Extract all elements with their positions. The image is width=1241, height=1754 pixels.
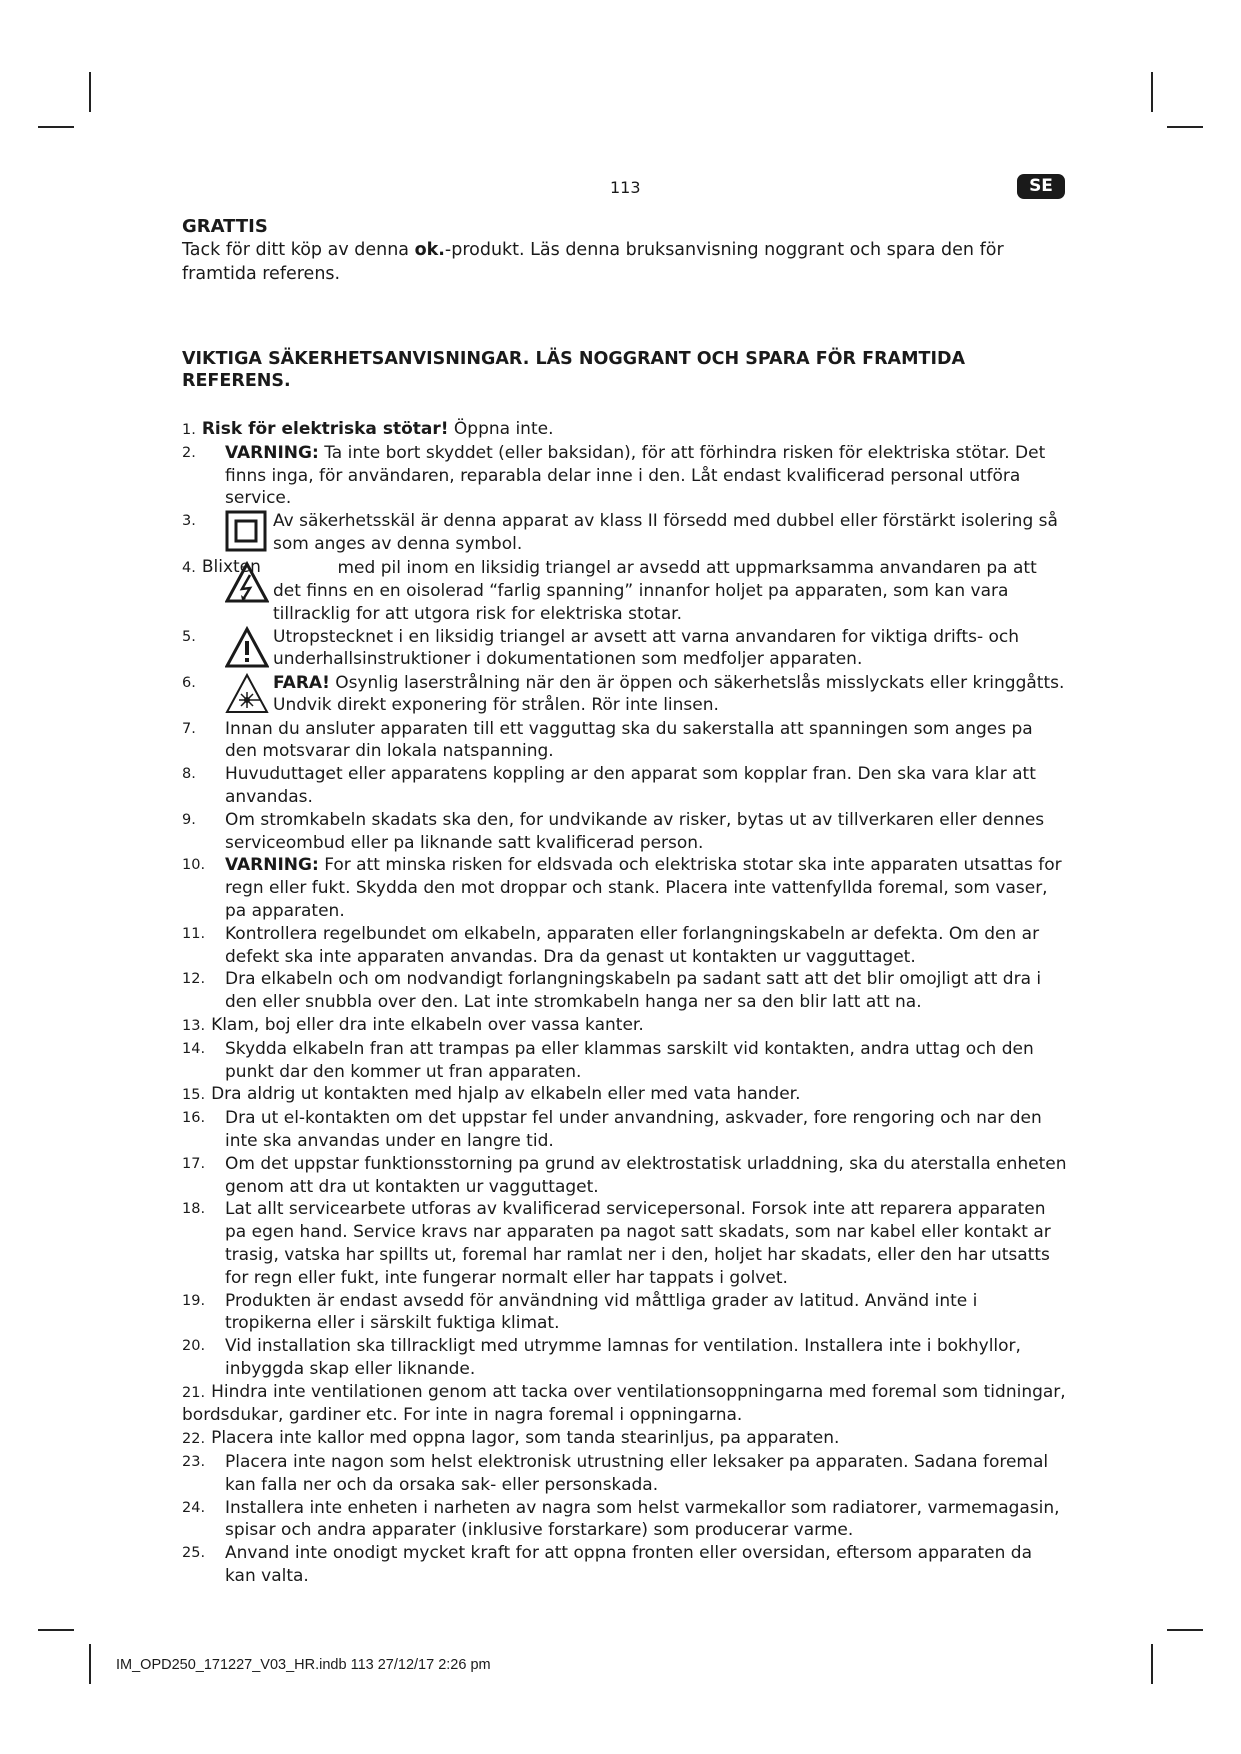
- item-number: 5.: [182, 628, 196, 645]
- item-text: Dra elkabeln och om nodvandigt forlangningskabeln pa sadant satt att det blir omojligt att dra i den eller snubbla over den. Lat inte stromkabeln hanga ner sa den blir latt att na.: [225, 969, 1042, 1013]
- section-title: VIKTIGA SÄKERHETSANVISNINGAR. LÄS NOGGRANT OCH SPARA FÖR FRAMTIDA REFERENS.: [182, 349, 966, 391]
- crop-mark: [38, 1629, 74, 1631]
- exclamation-warning-icon: [225, 626, 269, 670]
- list-item: [182, 1542, 1067, 1588]
- item-text: Klam, boj eller dra inte elkabeln over vassa kanter.: [211, 1014, 644, 1035]
- item-text: Huvuduttaget eller apparatens koppling ar den apparat som kopplar fran. Den ska vara klar att anvandas.: [225, 764, 1036, 807]
- list-item: [182, 442, 1067, 510]
- crop-mark: [1167, 126, 1203, 128]
- item-text: Produkten är endast avsedd för användning vid måttliga grader av latitud. Använd inte i tropikerna eller i särskilt fuktiga klimat.: [225, 1290, 978, 1334]
- safety-list: [182, 418, 1067, 1588]
- item-bold: VARNING:: [225, 855, 319, 876]
- class-ii-insulation-icon: [225, 510, 269, 554]
- item-text: Skydda elkabeln fran att trampas pa eller klammas sarskilt vid kontakten, andra uttag och den punkt dar den kommer ut fran apparaten.: [225, 1038, 1034, 1082]
- page-title: GRATTIS: [182, 216, 268, 237]
- list-item: [182, 1107, 1067, 1153]
- item-text: med pil inom en liksidig triangel ar avsedd att uppmarksamma anvandaren pa att det finns en en oisolerad “farlig spanning” innanfor holjet pa apparaten, som kan vara tillracklig for att utgora risk for elektriska stotar.: [273, 558, 1037, 624]
- list-item: [182, 1290, 1067, 1336]
- item-text: genom att tacka over ventilationsoppningarna med foremal som tidningar, bordsdukar, gardiner etc. For inte in nagra foremal i oppningarna.: [182, 1381, 1066, 1426]
- list-item: [182, 809, 1067, 855]
- item-number: 24.: [182, 1499, 206, 1516]
- document-body: [182, 216, 1067, 1588]
- item-lead: Blixten: [201, 557, 261, 578]
- list-item: [182, 556, 1067, 625]
- list-item: [182, 1014, 1067, 1038]
- item-text: Vid installation ska tillrackligt med utrymme lamnas for ventilation. Installera inte i bokhyllor, inbyggda skap eller liknande.: [225, 1336, 1021, 1379]
- item-text: Placera inte kallor med oppna lagor, som tanda stearinljus, pa apparaten.: [211, 1428, 840, 1449]
- item-number: 8.: [182, 766, 196, 783]
- list-item: [182, 510, 1067, 556]
- list-item: [182, 923, 1067, 969]
- list-item: [182, 1198, 1067, 1289]
- item-text: For att minska risken for eldsvada och elektriska stotar ska inte apparaten utsattas for regn eller fukt. Skydda den mot droppar och stank. Placera inte vattenfyllda foremal, som vaser, pa apparaten.: [225, 855, 1062, 921]
- item-text: Utropstecknet i en liksidig triangel ar avsett att varna anvandaren for viktiga drifts- och underhallsinstruktioner i dokumentationen som medfoljer apparaten.: [273, 626, 1020, 670]
- list-item: [182, 1335, 1067, 1381]
- item-text: Lat allt servicearbete utforas av kvalificerad servicepersonal. Forsok inte att reparera apparaten pa egen hand. Service kravs nar apparaten pa nagot satt skadats, som nar kabel eller kontakt ar trasig, vatska har spillts ut, foremal har ramlat ner i den, holjet har skadats, eller den har utsatts for regn eller fukt, inte fungerar normalt eller har tappats i golvet.: [225, 1199, 1051, 1288]
- item-text: Om stromkabeln skadats ska den, for undvikande av risker, bytas ut av tillverkaren eller dennes serviceombud eller pa liknande satt kvalificerad person.: [225, 809, 1045, 853]
- item-number: 14.: [182, 1040, 206, 1057]
- item-number: 9.: [182, 811, 196, 828]
- item-number: 17.: [182, 1155, 206, 1172]
- item-number: 2.: [182, 444, 196, 461]
- item-number: 3.: [182, 513, 196, 530]
- crop-mark: [1151, 72, 1153, 112]
- item-number: 6.: [182, 674, 196, 691]
- crop-mark: [1167, 1629, 1203, 1631]
- item-text: Innan du ansluter apparaten till ett vagguttag ska du sakerstalla att spanningen som anges pa den motsvarar din lokala natspanning.: [225, 718, 1033, 762]
- crop-mark: [89, 72, 91, 112]
- item-number: 20.: [182, 1338, 206, 1355]
- item-lead: Hindra inte ventilationen: [211, 1381, 423, 1402]
- list-item: [182, 968, 1067, 1014]
- list-item: [182, 1083, 1067, 1107]
- list-item: [182, 1451, 1067, 1497]
- item-number: 15.: [182, 1087, 206, 1104]
- item-number: 11.: [182, 925, 206, 942]
- item-text: Om det uppstar funktionsstorning pa grund av elektrostatisk urladdning, ska du aterstalla enheten genom att dra ut kontakten ur vagguttaget.: [225, 1153, 1067, 1197]
- item-number: 12.: [182, 971, 206, 988]
- item-text: Osynlig laserstrålning när den är öppen och säkerhetslås misslyckats eller kringgåtts. Undvik direkt exponering för strålen. Rör inte linsen.: [273, 672, 1065, 716]
- language-badge: SE: [1017, 174, 1065, 199]
- print-footer: IM_OPD250_171227_V03_HR.indb 113 27/12/17 2:26 pm: [116, 1657, 491, 1673]
- intro-text: Tack för ditt köp av denna: [182, 240, 415, 260]
- list-item: [182, 1038, 1067, 1084]
- page-number: 113: [610, 178, 641, 197]
- list-item: [182, 1427, 1067, 1451]
- list-item: [182, 1497, 1067, 1543]
- item-number: 21.: [182, 1384, 206, 1401]
- list-item: [182, 718, 1067, 764]
- item-bold: VARNING:: [225, 442, 319, 463]
- item-text: Öppna inte.: [448, 419, 554, 439]
- item-text: Placera inte nagon som helst elektronisk utrustning eller leksaker pa apparaten. Sadana foremal kan falla ner och da orsaka sak- eller personskada.: [225, 1452, 1049, 1495]
- item-text: Kontrollera regelbundet om elkabeln, apparaten eller forlangningskabeln ar defekta. Om den ar defekt ska inte apparaten anvandas. Dra da genast ut kontakten ur vagguttaget.: [225, 923, 1040, 967]
- item-number: 22.: [182, 1431, 206, 1448]
- list-item: [182, 1153, 1067, 1199]
- list-item: [182, 418, 1067, 442]
- list-item: [182, 854, 1067, 922]
- item-number: 7.: [182, 720, 196, 737]
- item-number: 10.: [182, 857, 206, 874]
- brand-name: ok.: [414, 240, 445, 260]
- intro-paragraph: [182, 238, 1067, 286]
- item-number: 1.: [182, 422, 196, 438]
- item-bold: FARA!: [273, 672, 330, 693]
- intro-text-end: -produkt. Läs denna bruksanvisning noggrant och spara den för framtida referens.: [182, 240, 1004, 284]
- item-text: Dra aldrig ut kontakten med hjalp av elkabeln eller med vata hander.: [211, 1084, 801, 1105]
- crop-mark: [89, 1644, 91, 1684]
- item-number: 19.: [182, 1292, 206, 1309]
- item-number: 25.: [182, 1545, 206, 1562]
- item-text: Av säkerhetsskäl är denna apparat av klass II försedd med dubbel eller förstärkt isolering så som anges av denna symbol.: [273, 511, 1058, 554]
- crop-mark: [1151, 1644, 1153, 1684]
- item-number: 18.: [182, 1201, 206, 1218]
- laser-warning-icon: [225, 672, 269, 716]
- list-item: [182, 672, 1067, 718]
- list-item: [182, 763, 1067, 809]
- item-number: 23.: [182, 1454, 206, 1471]
- item-text: Anvand inte onodigt mycket kraft for att oppna fronten eller oversidan, eftersom apparaten da kan valta.: [225, 1543, 1033, 1587]
- item-number: 16.: [182, 1110, 206, 1127]
- item-text: Installera inte enheten i narheten av nagra som helst varmekallor som radiatorer, varmemagasin, spisar och andra apparater (inklusive forstarkare) som producerar varme.: [225, 1497, 1060, 1541]
- crop-mark: [38, 126, 74, 128]
- list-item: [182, 626, 1067, 672]
- item-text: Dra ut el-kontakten om det uppstar fel under anvandning, askvader, fore rengoring och nar den inte ska anvandas under en langre tid.: [225, 1108, 1042, 1151]
- item-number: 4.: [182, 560, 196, 577]
- item-text: Ta inte bort skyddet (eller baksidan), för att förhindra risken för elektriska stötar. Det finns inga, för användaren, reparabla delar inne i den. Låt endast kvalificerad personal utföra service.: [225, 442, 1046, 509]
- item-number: 13.: [182, 1017, 206, 1034]
- item-bold: Risk för elektriska stötar!: [201, 419, 449, 439]
- list-item: [182, 1381, 1067, 1428]
